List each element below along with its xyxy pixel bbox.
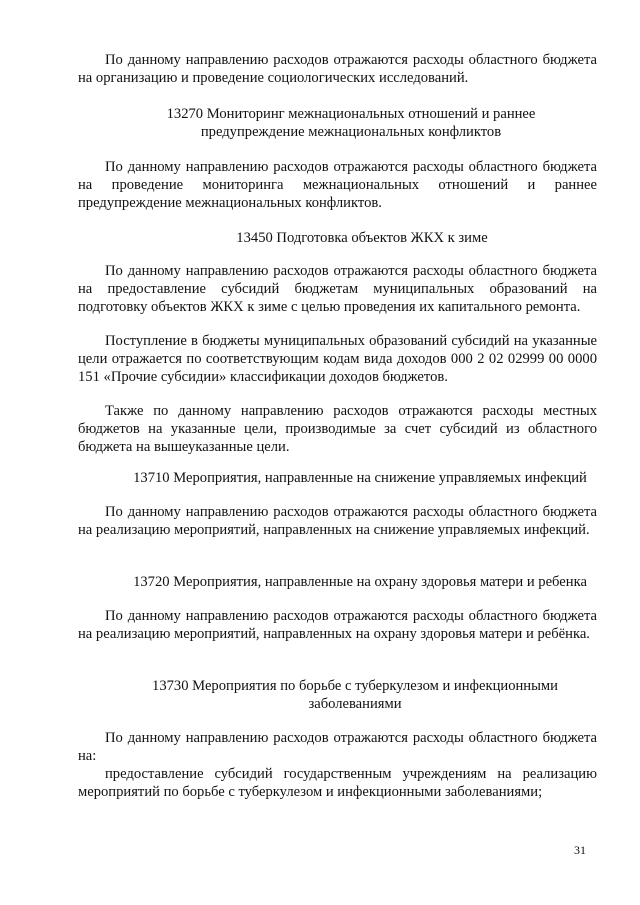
paragraph-13270: По данному направлению расходов отражаются расходы областного бюджета на проведение мониторинга межнациональных отношений и раннее предупреждение межнациональных конфликтов. <box>78 159 597 211</box>
paragraph-13710: По данному направлению расходов отражаются расходы областного бюджета на реализацию мероприятий, направленных на снижение управляемых инфекций. <box>78 504 597 538</box>
heading-13270-line2: предупреждение межнациональных конфликтов <box>200 123 502 140</box>
page-number: 31 <box>574 843 586 857</box>
paragraph-intro: По данному направлению расходов отражаются расходы областного бюджета на организацию и проведение социологических исследований. <box>78 52 597 86</box>
heading-13270 <box>60 106 620 142</box>
heading-13710: 13710 Мероприятия, направленные на снижение управляемых инфекций <box>133 470 587 486</box>
heading-13730 <box>40 678 640 714</box>
heading-13720: 13720 Мероприятия, направленные на охрану здоровья матери и ребенка <box>133 574 587 590</box>
paragraph-13450-3: Также по данному направлению расходов отражаются расходы местных бюджетов на указанные цели, производимые за счет субсидий из областного бюджета на вышеуказанные цели. <box>78 403 597 455</box>
paragraph-13730-1: По данному направлению расходов отражаются расходы областного бюджета на: <box>78 730 597 764</box>
heading-13730-line2: заболеваниями <box>308 695 402 712</box>
paragraph-13730-2: предоставление субсидий государственным учреждениям на реализацию мероприятий по борьбе с туберкулезом и инфекционными заболеваниями; <box>78 766 597 800</box>
heading-13270-line1: 13270 Мониторинг межнациональных отношений и раннее <box>166 106 536 122</box>
paragraph-13720: По данному направлению расходов отражаются расходы областного бюджета на реализацию мероприятий, направленных на охрану здоровья матери и ребёнка. <box>78 608 597 642</box>
paragraph-13450-2: Поступление в бюджеты муниципальных образований субсидий на указанные цели отражается по соответствующим кодам вида доходов 000 2 02 02999 00 0000 151 «Прочие субсидии» классификации доходов бюджетов. <box>78 333 597 385</box>
heading-13730-line1: 13730 Мероприятия по борьбе с туберкулезом и инфекционными <box>152 678 558 694</box>
heading-13450: 13450 Подготовка объектов ЖКХ к зиме <box>236 230 488 246</box>
paragraph-13450-1: По данному направлению расходов отражаются расходы областного бюджета на предоставление субсидий бюджетам муниципальных образований на подготовку объектов ЖКХ к зиме с целью проведения их капитального ремонта. <box>78 263 597 315</box>
